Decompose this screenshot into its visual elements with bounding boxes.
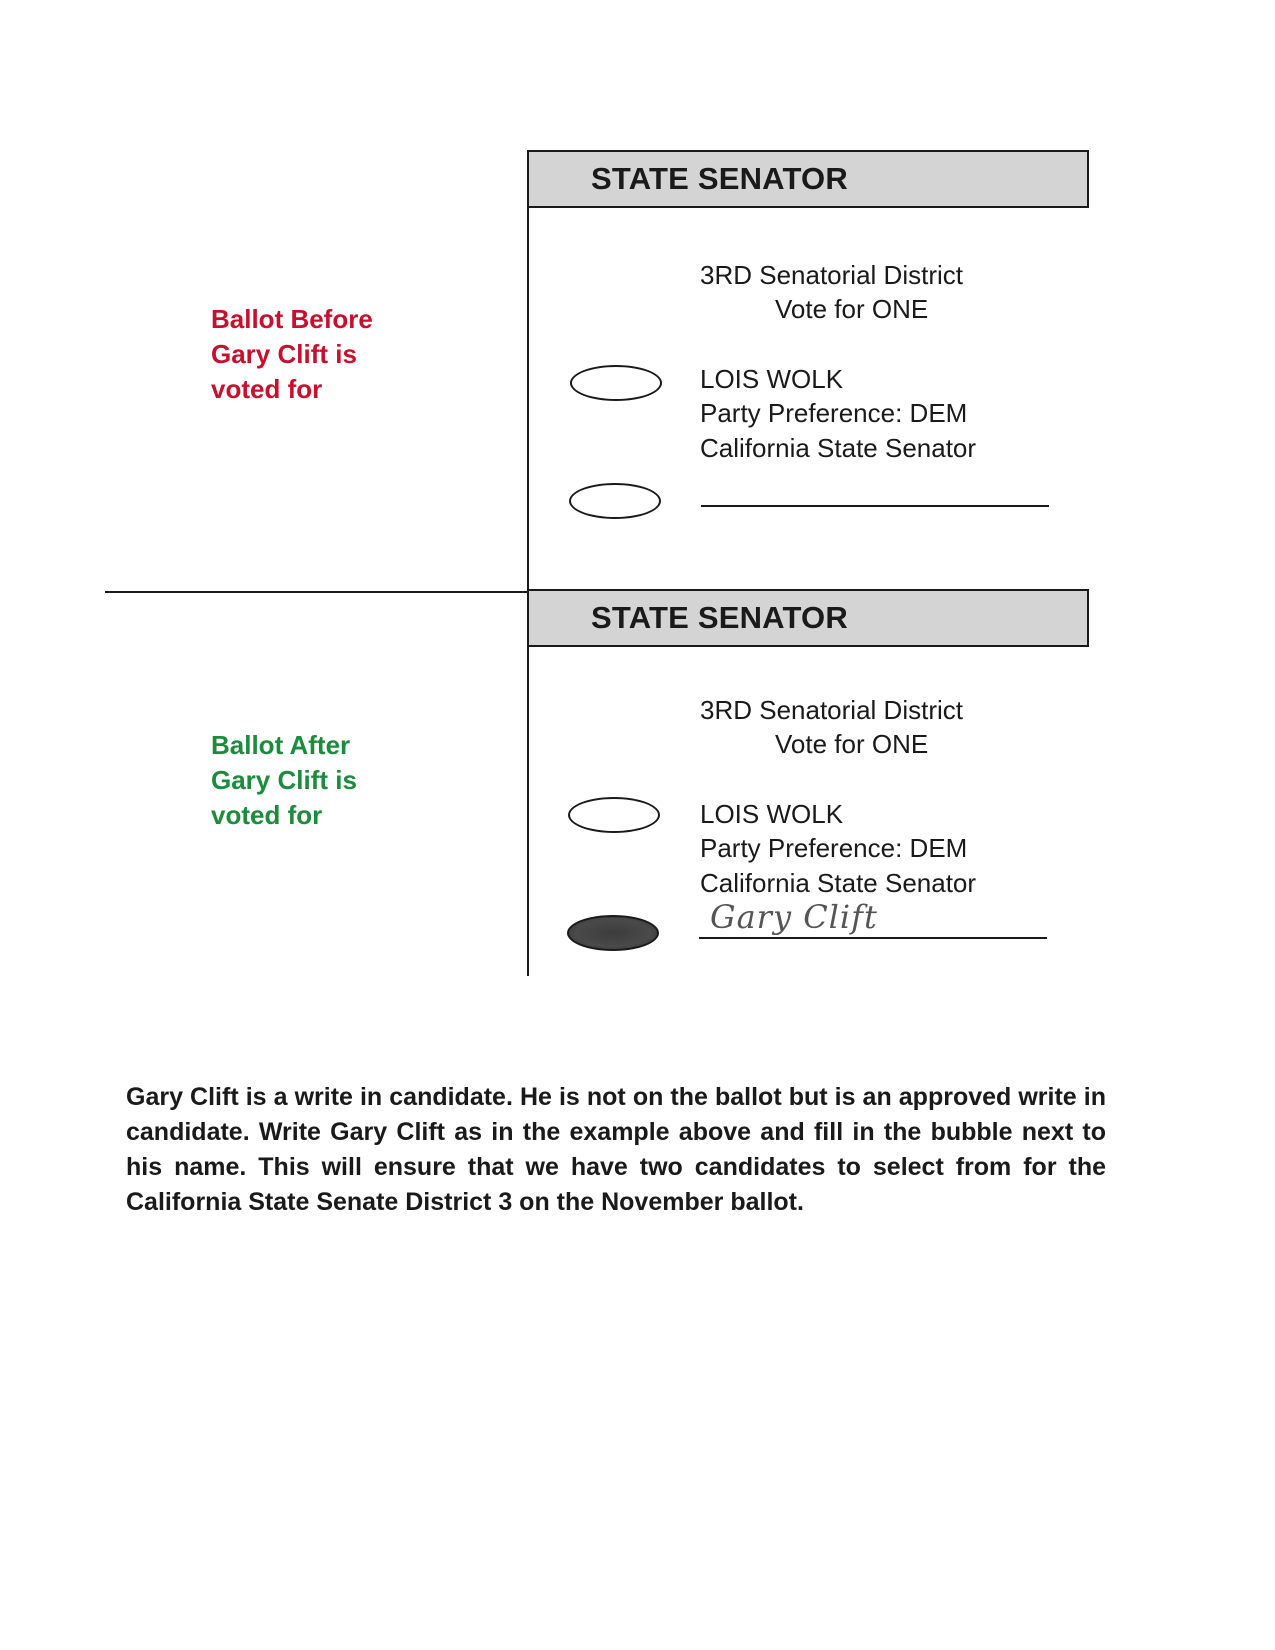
after-candidate-party: Party Preference: DEM	[700, 833, 968, 863]
after-contest-title: STATE SENATOR	[591, 600, 848, 635]
after-district: 3RD Senatorial District	[700, 695, 963, 725]
after-write-in-line[interactable]	[699, 937, 1047, 939]
after-write-in-bubble-filled[interactable]	[567, 915, 659, 951]
after-label-line: Gary Clift is	[211, 765, 357, 795]
after-candidate-bubble[interactable]	[568, 797, 660, 833]
ballot-divider-vertical	[527, 150, 529, 976]
before-district: 3RD Senatorial District	[700, 260, 963, 290]
before-write-in-bubble[interactable]	[569, 483, 661, 519]
before-candidate-party: Party Preference: DEM	[700, 398, 968, 428]
before-label-line: Ballot Before	[211, 304, 373, 334]
before-candidate-bubble[interactable]	[570, 365, 662, 401]
before-contest-title: STATE SENATOR	[591, 161, 848, 196]
after-contest-header	[527, 589, 1089, 647]
before-label	[211, 302, 441, 407]
after-vote-for: Vote for ONE	[775, 729, 929, 759]
after-label-line: voted for	[211, 800, 323, 830]
instructions-paragraph: Gary Clift is a write in candidate. He is not on the ballot but is an approved write in candidate. Write Gary Clift as in the example above and fill in the bubble next to his name. This will ensure that we have two candidates to select from for the California State Senate District 3 on the November ballot.	[126, 1083, 1106, 1216]
after-candidate-office: California State Senator	[700, 868, 977, 898]
before-write-in-line[interactable]	[701, 505, 1049, 507]
after-label	[211, 728, 441, 833]
before-contest-header	[527, 150, 1089, 208]
before-candidate-name: LOIS WOLK	[700, 364, 844, 394]
before-vote-for: Vote for ONE	[775, 294, 929, 324]
before-label-line: voted for	[211, 374, 323, 404]
before-label-line: Gary Clift is	[211, 339, 357, 369]
after-write-in-handwritten-name: Gary Clift	[710, 898, 878, 936]
before-candidate-office: California State Senator	[700, 433, 977, 463]
after-candidate-name: LOIS WOLK	[700, 799, 844, 829]
ballot-divider-horizontal	[105, 591, 528, 593]
after-label-line: Ballot After	[211, 730, 351, 760]
